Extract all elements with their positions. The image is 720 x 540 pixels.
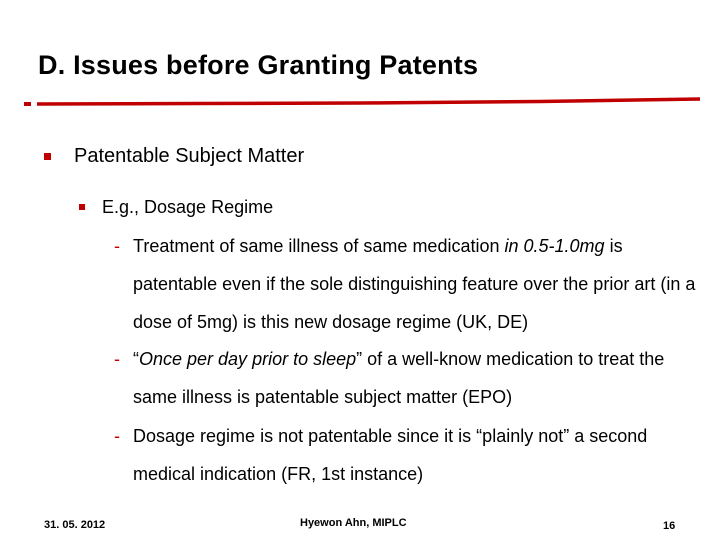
bullet-level1	[44, 145, 304, 168]
page-number: 16	[663, 520, 676, 532]
item-text-cont: ” of a well-know medication to treat the same illness is patentable subject matter (EPO)	[133, 349, 665, 407]
slide-title: D. Issues before Granting Patents	[38, 50, 479, 80]
dash-item	[114, 227, 704, 341]
underline-line	[37, 99, 700, 104]
bullet-level2	[79, 197, 273, 218]
item-italic: Once per day prior to sleep	[139, 349, 357, 369]
footer-date: 31. 05. 2012	[44, 519, 106, 531]
dash-bullet: -	[114, 426, 120, 446]
title-underline	[0, 0, 720, 120]
dash-item-text	[133, 227, 704, 341]
square-bullet-icon	[44, 153, 51, 160]
bullet-level1-text: Patentable Subject Matter	[74, 145, 305, 167]
item-text: Dosage regime is not patentable since it is “plainly not” a second medical indication (FR, 1st instance)	[133, 426, 648, 484]
square-bullet-icon	[79, 204, 85, 210]
dash-item-text	[133, 340, 704, 416]
dash-item	[114, 340, 704, 416]
dash-bullet: -	[114, 349, 120, 369]
item-text: “	[133, 349, 139, 369]
dash-item	[114, 417, 704, 493]
dash-item-text	[133, 417, 704, 493]
dash-bullet: -	[114, 236, 120, 256]
underline-mark	[24, 102, 31, 106]
item-text-cont: is patentable even if the sole distinguishing feature over the prior art (in a dose of 5mg) is this new dosage regime (UK, DE)	[133, 236, 696, 332]
footer-author: Hyewon Ahn, MIPLC	[300, 517, 407, 529]
item-text: Treatment of same illness of same medication	[133, 236, 505, 256]
bullet-level2-text: E.g., Dosage Regime	[102, 197, 274, 217]
item-italic: in 0.5-1.0mg	[504, 236, 605, 256]
